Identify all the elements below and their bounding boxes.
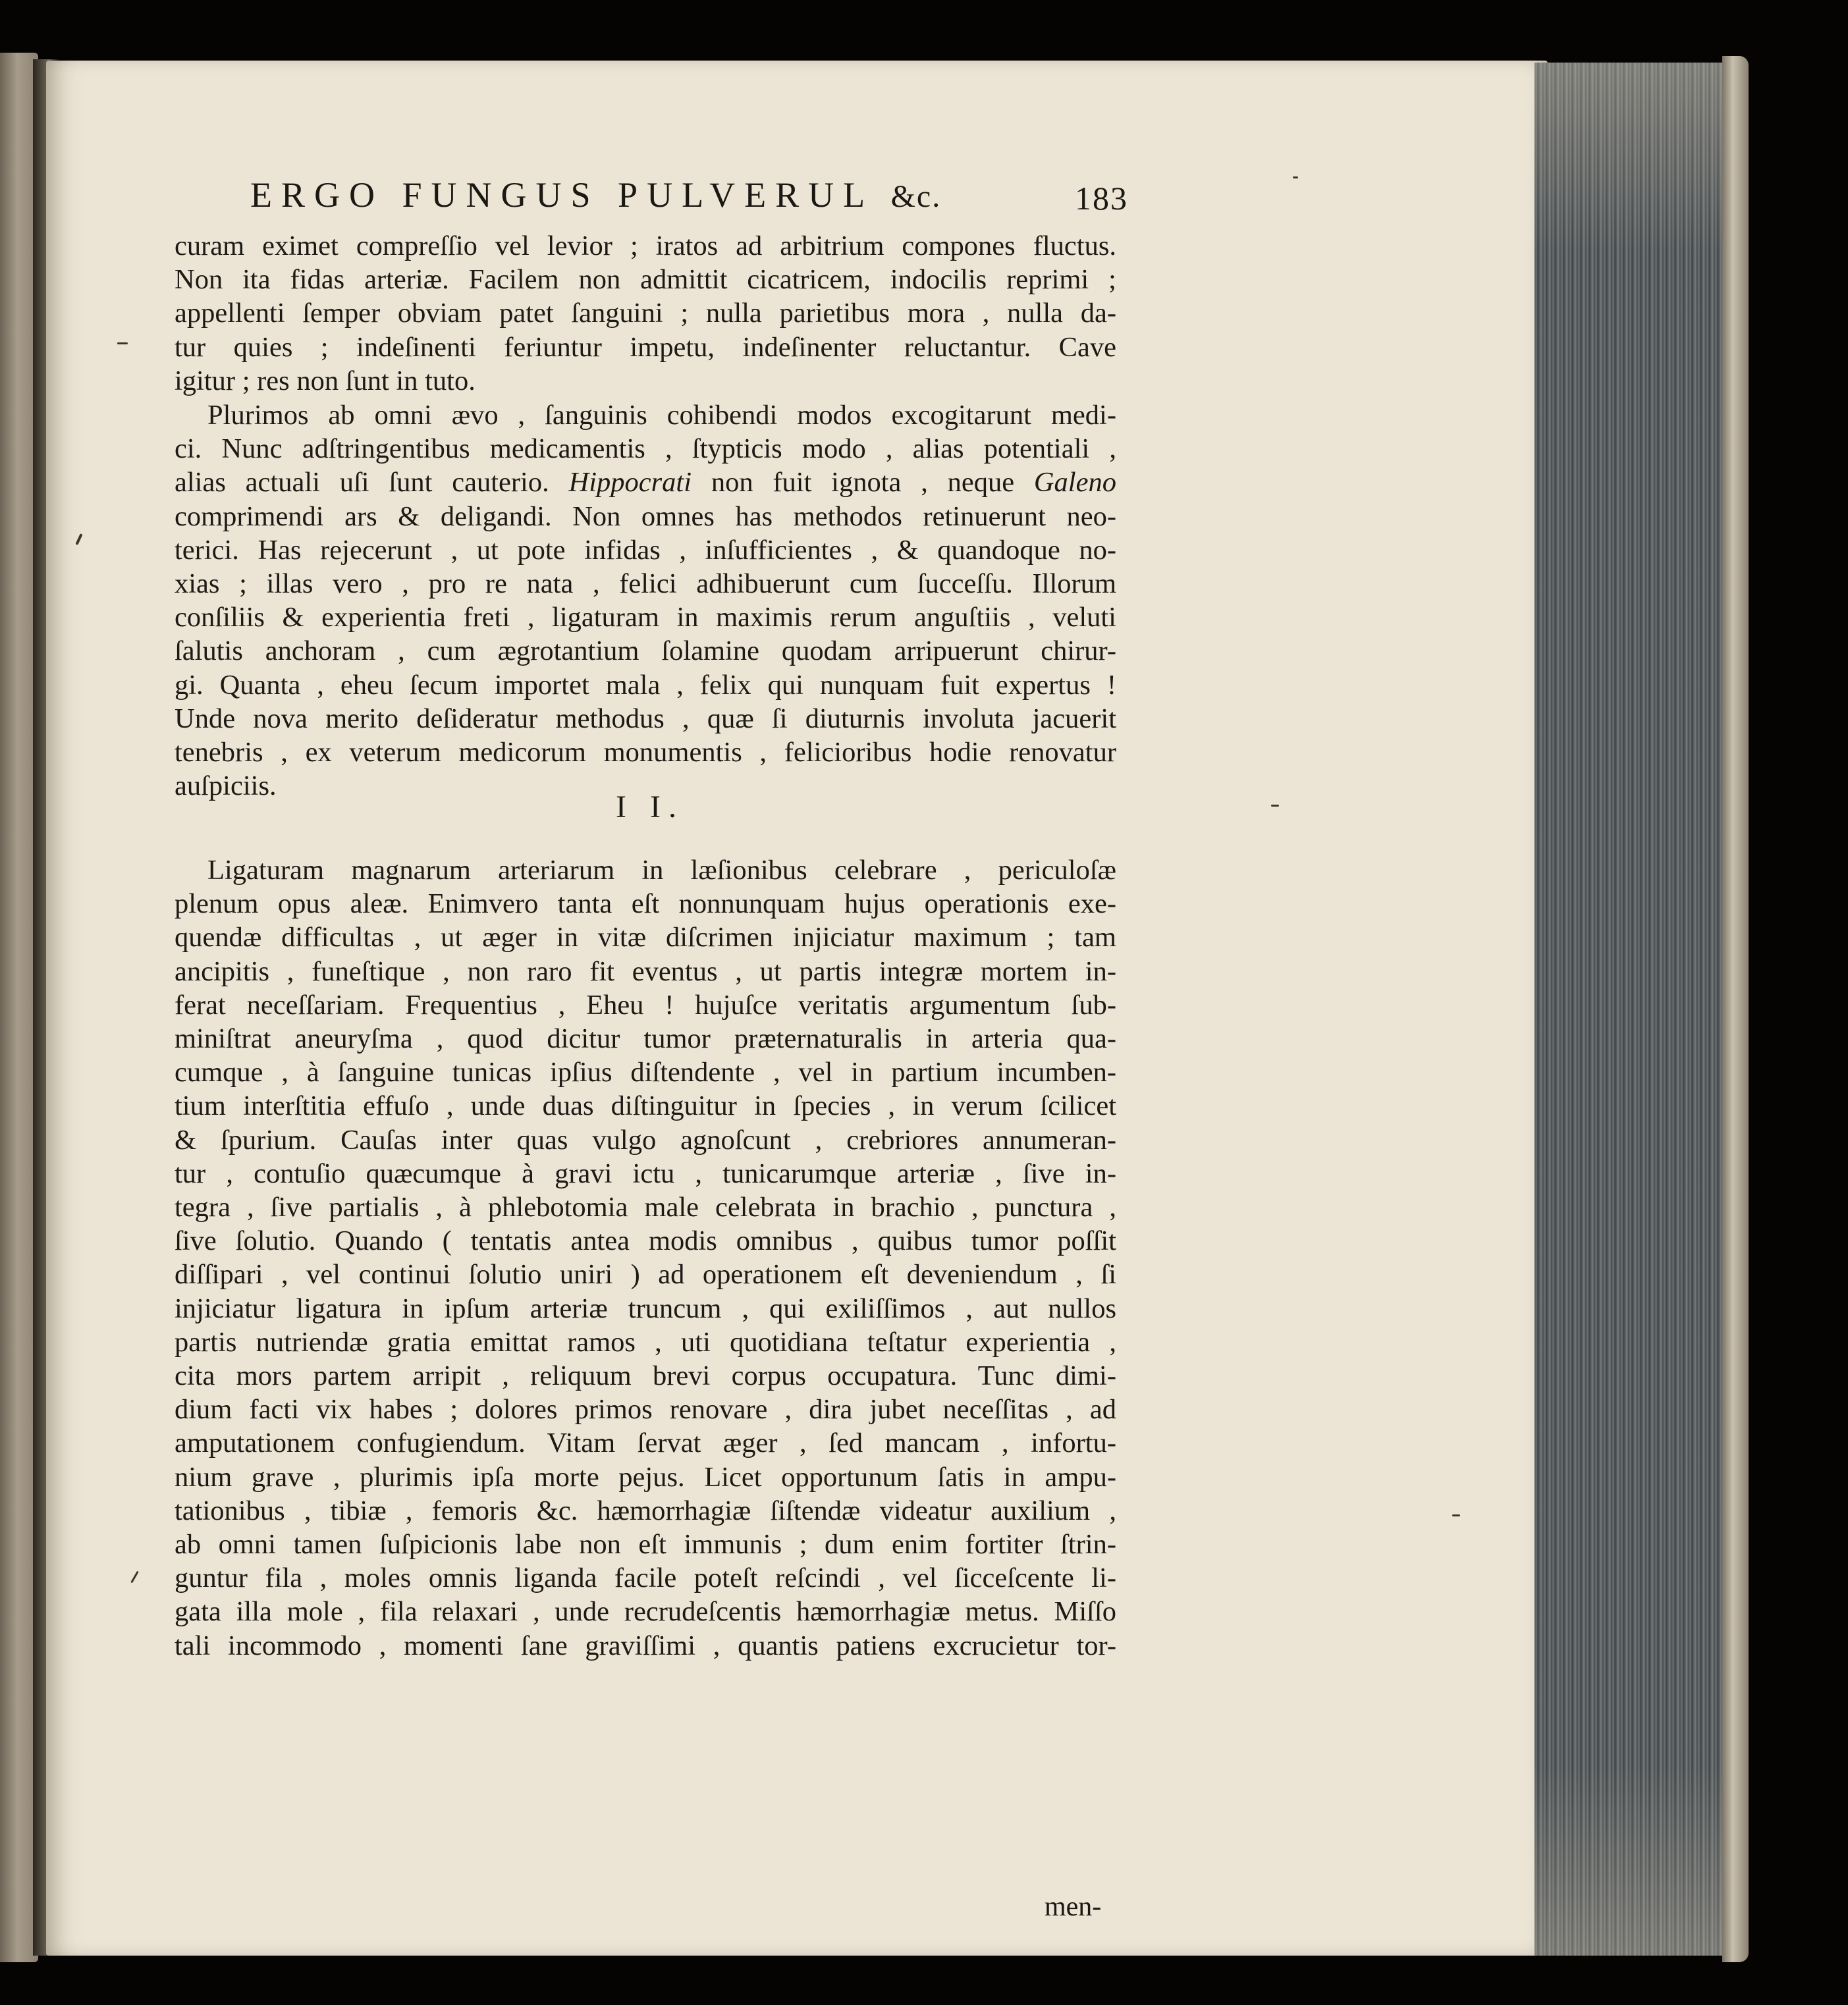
cover-edge <box>1722 56 1749 1962</box>
paper-mark <box>1452 1514 1460 1516</box>
text-line: tegra , ſive partialis , à phlebotomia male celebrata in brachio , punctura , <box>175 1192 1116 1223</box>
text-line: ferat neceſſariam. Frequentius , Eheu ! hujuſce veritatis argumentum ſub- <box>175 989 1116 1021</box>
text-line: guntur fila , moles omnis liganda facile poteſt reſcindi , vel ſicceſcente li- <box>175 1563 1116 1594</box>
text-line: Unde nova merito deſideratur methodus , quæ ſi diuturnis involuta jacuerit <box>175 703 1116 734</box>
italic-name-galeno: Galeno <box>1033 467 1116 498</box>
text-line: Plurimos ab omni ævo , ſanguinis cohibendi modos excogitarunt medi- <box>207 400 1116 431</box>
text-line: diſſipari , vel continui ſolutio uniri ) ad operationem eſt deveniendum , ſi <box>175 1259 1116 1291</box>
text-line: terici. Has rejecerunt , ut pote infidas , inſufficientes , & quandoque no- <box>175 534 1116 566</box>
text-fragment: alias actuali uſi ſunt cauterio. <box>175 467 569 498</box>
text-line: auſpiciis. <box>175 770 277 802</box>
running-head-title: ERGO FUNGUS PULVERUL <box>250 175 873 215</box>
text-line: curam eximet compreſſio vel levior ; iratos ad arbitrium compones fluctus. <box>175 230 1116 261</box>
paragraph-2 <box>175 398 1116 803</box>
text-line: ſive ſolutio. Quando ( tentatis antea modis omnibus , quibus tumor poſſit <box>175 1225 1116 1257</box>
page-number: 183 <box>1075 180 1128 217</box>
paper-mark <box>117 342 128 344</box>
italic-name-hippocrati: Hippocrati <box>568 467 692 498</box>
text-line: nium grave , plurimis ipſa morte pejus. Licet opportunum ſatis in ampu- <box>175 1461 1116 1493</box>
text-line: quendæ difficultas , ut æger in vitæ diſcrimen injiciatur maximum ; tam <box>175 922 1116 953</box>
text-line: ſalutis anchoram , cum ægrotantium ſolamine quodam arripuerunt chirur- <box>175 635 1116 667</box>
text-line: tationibus , tibiæ , femoris &c. hæmorrhagiæ ſiſtendæ videatur auxilium , <box>175 1495 1116 1526</box>
text-line: cumque , à ſanguine tunicas ipſius diſtendente , vel in partium incumben- <box>175 1057 1116 1088</box>
text-line: comprimendi ars & deligandi. Non omnes has methodos retinuerunt neo- <box>175 500 1116 532</box>
text-line: tur quies ; indeſinenti feriuntur impetu, indeſinenter reluctantur. Cave <box>175 331 1116 363</box>
text-line: ab omni tamen ſuſpicionis labe non eſt immunis ; dum enim fortiter ſtrin- <box>175 1529 1116 1561</box>
text-line: conſiliis & experientia freti , ligaturam in maximis rerum anguſtiis , veluti <box>175 602 1116 633</box>
text-line: ci. Nunc adſtringentibus medicamentis , ſtypticis modo , alias potentiali , <box>175 433 1116 465</box>
text-line: plenum opus aleæ. Enimvero tanta eſt nonnunquam hujus operationis exe- <box>175 888 1116 920</box>
text-line: tium interſtitia effuſo , unde duas diſtinguitur in ſpecies , in verum ſcilicet <box>175 1090 1116 1122</box>
text-line: tali incommodo , momenti ſane graviſſimi , quantis patiens excrucietur tor- <box>175 1630 1116 1661</box>
text-line: injiciatur ligatura in ipſum arteriæ truncum , qui exiliſſimos , aut nullos <box>175 1293 1116 1324</box>
text-line: appellenti ſemper obviam patet ſanguini ; nulla parietibus mora , nulla da- <box>175 298 1116 329</box>
text-line: igitur ; res non ſunt in tuto. <box>175 365 476 396</box>
text-line: xias ; illas vero , pro re nata , felici adhibuerunt cum ſucceſſu. Illorum <box>175 568 1116 600</box>
text-line: gi. Quanta , eheu ſecum importet mala , felix qui nunquam fuit expertus ! <box>175 669 1116 701</box>
text-line: cita mors partem arripit , reliquum brevi corpus occupatura. Tunc dimi- <box>175 1360 1116 1392</box>
text-line: ancipitis , funeſtique , non raro fit eventus , ut partis integræ mortem in- <box>175 955 1116 987</box>
text-line: amputationem confugiendum. Vitam ſervat æger , ſed mancam , infortu- <box>175 1428 1116 1459</box>
text-line: dium facti vix habes ; dolores primos renovare , dira jubet neceſſitas , ad <box>175 1394 1116 1426</box>
text-line: gata illa mole , fila relaxari , unde recrudeſcentis hæmorrhagiæ metus. Miſſo <box>175 1596 1116 1628</box>
paragraph-3 <box>175 853 1116 1663</box>
catchword: men- <box>1045 1892 1102 1922</box>
text-line: miniſtrat aneuryſma , quod dicitur tumor præternaturalis in arteria qua- <box>175 1023 1116 1055</box>
page-block-fore-edge <box>1535 63 1739 1956</box>
paragraph-1 <box>175 229 1116 398</box>
text-line: partis nutriendæ gratia emittat ramos , uti quotidiana teſtatur experientia , <box>175 1326 1116 1358</box>
text-line-with-italics <box>175 466 1116 499</box>
text-line: tenebris , ex veterum medicorum monumentis , felicioribus hodie renovatur <box>175 737 1116 768</box>
text-fragment: non fuit ignota , neque <box>692 467 1034 498</box>
paper-mark <box>1271 805 1279 807</box>
text-line: Ligaturam magnarum arteriarum in læſionibus celebrare , periculoſæ <box>207 855 1116 886</box>
section-heading: I I. <box>616 789 684 824</box>
paper-mark <box>1293 176 1298 178</box>
running-head-etc: &c. <box>890 179 942 214</box>
text-line: Non ita fidas arteriæ. Facilem non admittit cicatricem, indocilis reprimi ; <box>175 264 1116 296</box>
text-line: & ſpurium. Cauſas inter quas vulgo agnoſcunt , crebriores annumeran- <box>175 1124 1116 1156</box>
text-line: tur , contuſio quæcumque à gravi ictu , tunicarumque arteriæ , ſive in- <box>175 1158 1116 1189</box>
running-head <box>250 174 1120 215</box>
